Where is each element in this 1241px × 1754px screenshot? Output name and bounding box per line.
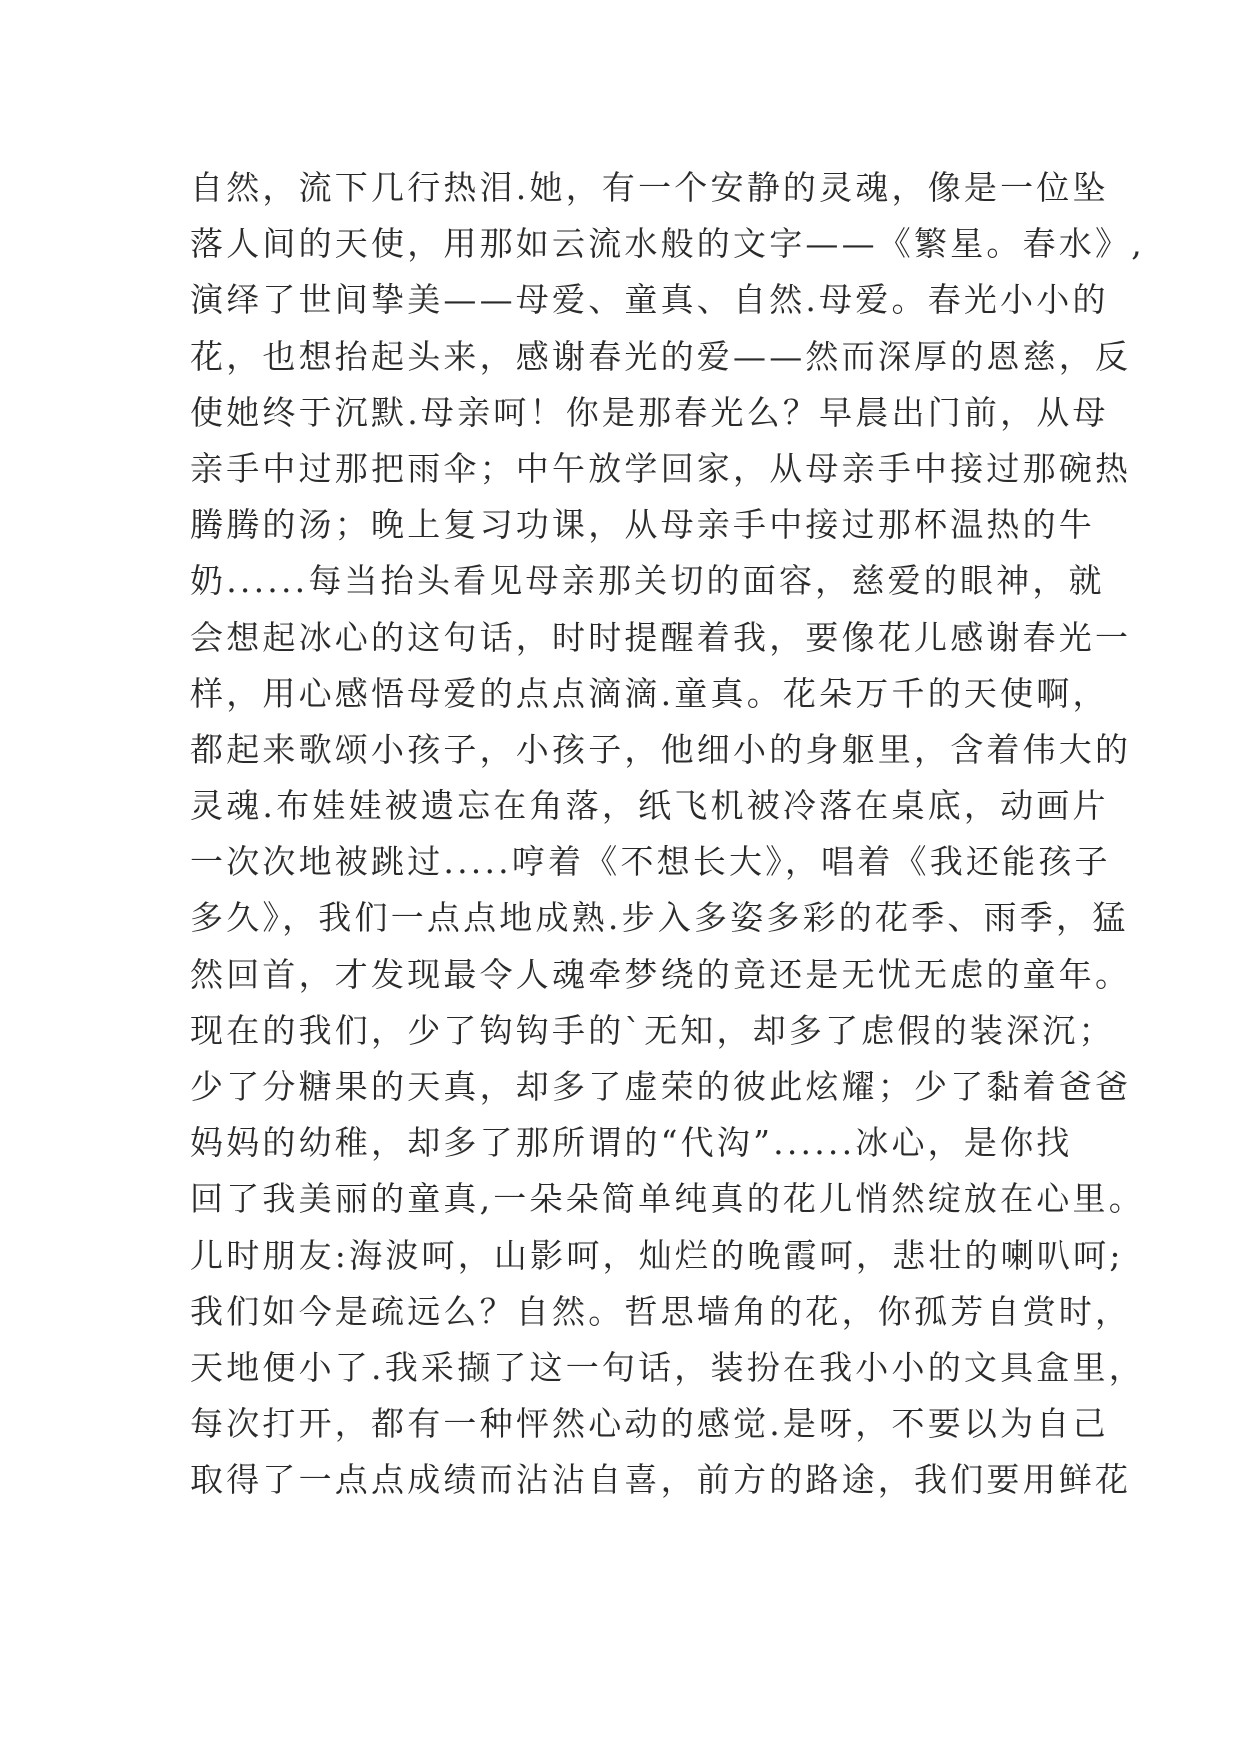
- text-line: 自然，流下几行热泪.她，有一个安静的灵魂，像是一位坠: [190, 168, 1109, 207]
- text-line: 妈妈的幼稚，却多了那所谓的“代沟”......冰心，是你找: [190, 1123, 1073, 1163]
- text-line: 花，也想抬起头来，感谢春光的爱——然而深厚的恩慈，反: [190, 336, 1132, 376]
- text-line: 会想起冰心的这句话，时时提醒着我，要像花儿感谢春光一: [190, 617, 1132, 657]
- text-line: 回了我美丽的童真,一朵朵简单纯真的花儿悄然绽放在心里。: [190, 1179, 1145, 1219]
- text-line: 使她终于沉默.母亲呵！你是那春光么？早晨出门前，从母: [190, 392, 1109, 432]
- text-line: 多久》，我们一点点地成熟.步入多姿多彩的花季、雨季，猛: [190, 898, 1129, 938]
- text-line: 腾腾的汤；晚上复习功课，从母亲手中接过那杯温热的牛: [190, 505, 1095, 545]
- text-line: 奶......每当抬头看见母亲那关切的面容，慈爱的眼神，就: [190, 561, 1105, 601]
- text-line: 样，用心感悟母爱的点点滴滴.童真。花朵万千的天使啊，: [190, 673, 1109, 713]
- text-line: 灵魂.布娃娃被遗忘在角落，纸飞机被冷落在桌底，动画片: [190, 786, 1109, 826]
- text-line: 然回首，才发现最令人魂牵梦绕的竟还是无忧无虑的童年。: [190, 954, 1132, 994]
- text-line: 都起来歌颂小孩子，小孩子，他细小的身躯里，含着伟大的: [190, 729, 1132, 769]
- text-line: 一次次地被跳过.....哼着《不想长大》，唱着《我还能孩子: [190, 842, 1111, 882]
- text-line: 取得了一点点成绩而沾沾自喜，前方的路途，我们要用鲜花: [190, 1460, 1132, 1500]
- text-line: 儿时朋友:海波呵，山影呵，灿烂的晚霞呵，悲壮的喇叭呵;: [190, 1235, 1124, 1275]
- body-text: [190, 160, 1145, 1509]
- text-line: 现在的我们，少了钩钩手的`无知，却多了虑假的装深沉；: [190, 1010, 1115, 1050]
- text-line: 亲手中过那把雨伞；中午放学回家，从母亲手中接过那碗热: [190, 448, 1132, 488]
- text-line: 每次打开，都有一种怦然心动的感觉.是呀，不要以为自己: [190, 1404, 1109, 1444]
- text-line: 天地便小了.我采撷了这一句话，装扮在我小小的文具盒里，: [190, 1347, 1145, 1387]
- text-line: 落人间的天使，用那如云流水般的文字——《繁星。春水》,: [190, 224, 1145, 264]
- text-line: 我们如今是疏远么？自然。哲思墙角的花，你孤芳自赏时，: [190, 1291, 1132, 1331]
- text-line: 少了分糖果的天真，却多了虚荣的彼此炫耀；少了黏着爸爸: [190, 1067, 1132, 1106]
- text-line: 演绎了世间挚美——母爱、童真、自然.母爱。春光小小的: [190, 280, 1109, 320]
